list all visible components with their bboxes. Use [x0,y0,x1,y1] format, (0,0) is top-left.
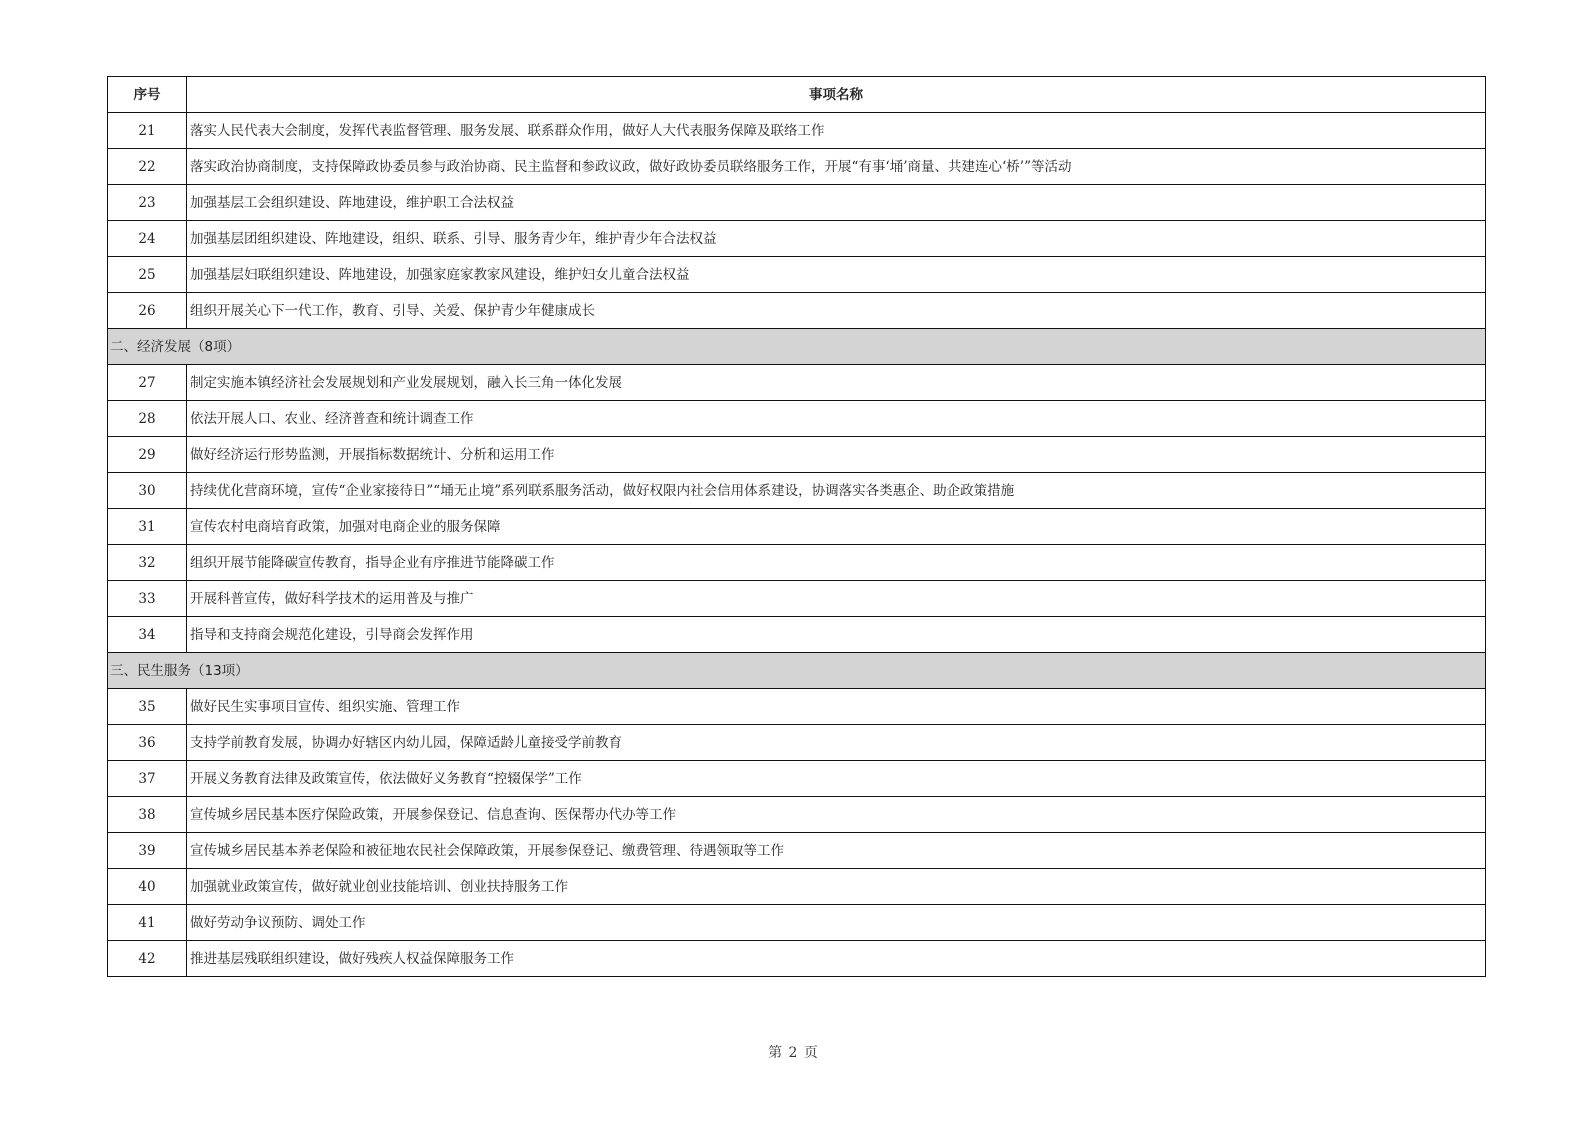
row-serial-number: 31 [108,509,187,545]
table-row [108,113,1486,149]
row-serial-number: 42 [108,941,187,977]
table-row [108,617,1486,653]
row-serial-number: 41 [108,905,187,941]
table-row [108,365,1486,401]
row-item-name: 指导和支持商会规范化建设，引导商会发挥作用 [187,617,1486,653]
table-row [108,905,1486,941]
table-body [108,113,1486,977]
table-row [108,797,1486,833]
row-serial-number: 28 [108,401,187,437]
row-serial-number: 29 [108,437,187,473]
row-item-name: 持续优化营商环境，宣传“企业家接待日”“埇无止境”系列联系服务活动，做好权限内社会信用体系建设，协调落实各类惠企、助企政策措施 [187,473,1486,509]
row-serial-number: 32 [108,545,187,581]
header-item-name: 事项名称 [187,77,1486,113]
section-header-row [108,329,1486,365]
row-item-name: 宣传城乡居民基本医疗保险政策，开展参保登记、信息查询、医保帮办代办等工作 [187,797,1486,833]
table-row [108,185,1486,221]
row-item-name: 做好经济运行形势监测，开展指标数据统计、分析和运用工作 [187,437,1486,473]
table-row [108,833,1486,869]
row-serial-number: 26 [108,293,187,329]
row-item-name: 加强基层团组织建设、阵地建设，组织、联系、引导、服务青少年，维护青少年合法权益 [187,221,1486,257]
row-item-name: 开展科普宣传，做好科学技术的运用普及与推广 [187,581,1486,617]
row-item-name: 做好民生实事项目宣传、组织实施、管理工作 [187,689,1486,725]
row-item-name: 加强就业政策宣传，做好就业创业技能培训、创业扶持服务工作 [187,869,1486,905]
row-item-name: 宣传城乡居民基本养老保险和被征地农民社会保障政策，开展参保登记、缴费管理、待遇领取等工作 [187,833,1486,869]
table-row [108,761,1486,797]
row-serial-number: 39 [108,833,187,869]
row-item-name: 依法开展人口、农业、经济普查和统计调查工作 [187,401,1486,437]
table-row [108,545,1486,581]
section-header-row [108,653,1486,689]
row-serial-number: 27 [108,365,187,401]
row-item-name: 加强基层工会组织建设、阵地建设，维护职工合法权益 [187,185,1486,221]
row-serial-number: 33 [108,581,187,617]
row-serial-number: 22 [108,149,187,185]
row-item-name: 制定实施本镇经济社会发展规划和产业发展规划，融入长三角一体化发展 [187,365,1486,401]
table-row [108,293,1486,329]
section-title: 三、民生服务（13项） [108,653,1486,689]
row-serial-number: 40 [108,869,187,905]
row-item-name: 宣传农村电商培育政策，加强对电商企业的服务保障 [187,509,1486,545]
row-item-name: 组织开展关心下一代工作，教育、引导、关爱、保护青少年健康成长 [187,293,1486,329]
row-serial-number: 21 [108,113,187,149]
table-row [108,401,1486,437]
row-serial-number: 35 [108,689,187,725]
row-item-name: 推进基层残联组织建设，做好残疾人权益保障服务工作 [187,941,1486,977]
row-item-name: 落实人民代表大会制度，发挥代表监督管理、服务发展、联系群众作用，做好人大代表服务保障及联络工作 [187,113,1486,149]
row-serial-number: 34 [108,617,187,653]
row-item-name: 开展义务教育法律及政策宣传，依法做好义务教育“控辍保学”工作 [187,761,1486,797]
table-row [108,941,1486,977]
section-title: 二、经济发展（8项） [108,329,1486,365]
row-item-name: 加强基层妇联组织建设、阵地建设，加强家庭家教家风建设，维护妇女儿童合法权益 [187,257,1486,293]
row-item-name: 支持学前教育发展，协调办好辖区内幼儿园，保障适龄儿童接受学前教育 [187,725,1486,761]
row-serial-number: 23 [108,185,187,221]
table-row [108,725,1486,761]
table-row [108,869,1486,905]
row-item-name: 落实政治协商制度，支持保障政协委员参与政治协商、民主监督和参政议政，做好政协委员联络服务工作，开展“有事‘埇’商量、共建连心‘桥’”等活动 [187,149,1486,185]
row-serial-number: 36 [108,725,187,761]
table-row [108,689,1486,725]
row-item-name: 做好劳动争议预防、调处工作 [187,905,1486,941]
row-serial-number: 25 [108,257,187,293]
table-header-row [108,77,1486,113]
row-serial-number: 37 [108,761,187,797]
table-row [108,257,1486,293]
row-serial-number: 30 [108,473,187,509]
row-item-name: 组织开展节能降碳宣传教育，指导企业有序推进节能降碳工作 [187,545,1486,581]
page-number: 第 2 页 [768,1045,819,1061]
matters-table [107,76,1486,977]
table-row [108,509,1486,545]
table-row [108,437,1486,473]
table-row [108,581,1486,617]
table-row [108,221,1486,257]
row-serial-number: 24 [108,221,187,257]
row-serial-number: 38 [108,797,187,833]
table-row [108,149,1486,185]
table-row [108,473,1486,509]
header-serial-number: 序号 [108,77,187,113]
